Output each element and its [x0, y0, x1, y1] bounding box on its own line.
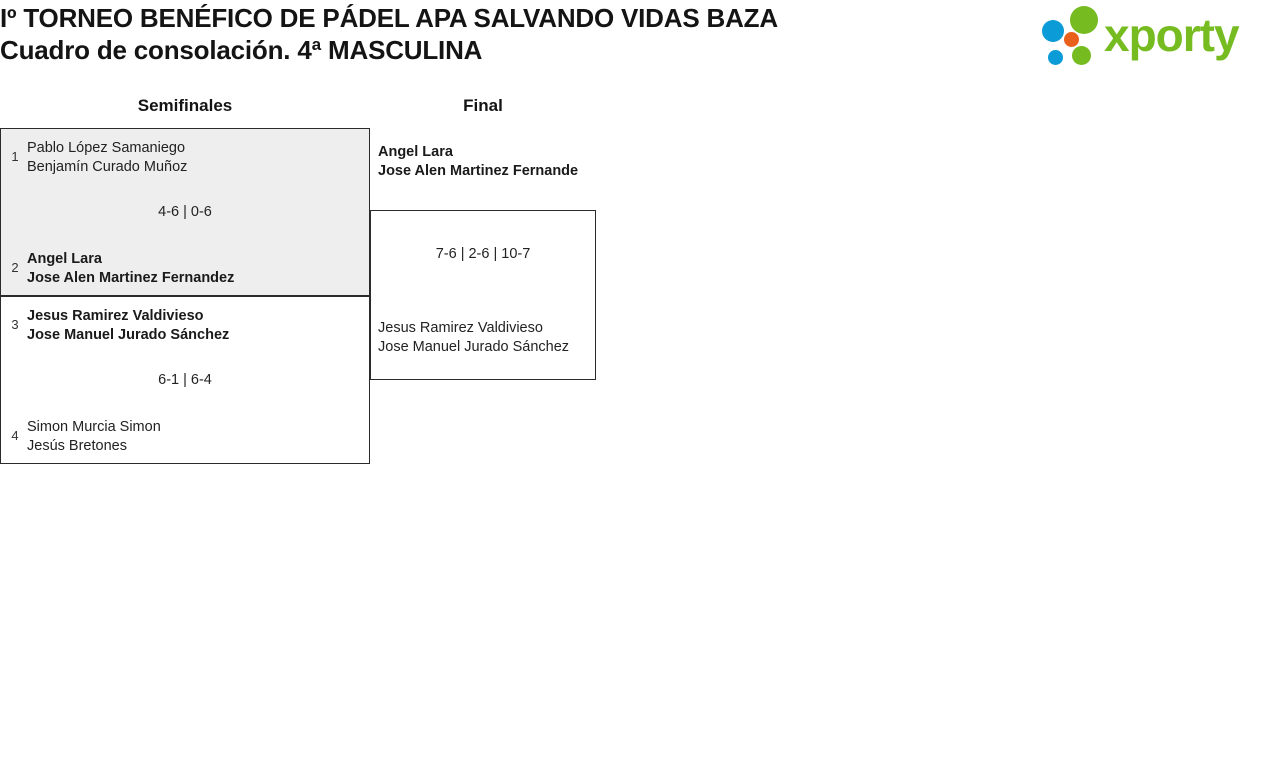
team-entry[interactable]	[27, 307, 357, 345]
team-entry[interactable]	[27, 418, 357, 456]
match-semifinal-2[interactable]	[0, 296, 370, 464]
logo-wordmark: xporty	[1104, 9, 1239, 61]
player-name: Jose Alen Martinez Fernande	[378, 163, 579, 179]
player-name: Jose Manuel Jurado Sánchez	[378, 339, 570, 355]
logo-dot-orange	[1064, 32, 1079, 47]
round-heading-final: Final	[463, 96, 503, 115]
match-semifinal-1[interactable]	[0, 128, 370, 296]
player-name: Jesús Bretones	[27, 438, 127, 454]
team-entry[interactable]	[27, 250, 357, 288]
player-name: Jose Manuel Jurado Sánchez	[27, 327, 230, 343]
seed-number: 3	[11, 317, 19, 332]
tournament-title-line-1: Iº TORNEO BENÉFICO DE PÁDEL APA SALVANDO VIDAS BAZA	[0, 3, 778, 33]
logo-dot-blue-large	[1042, 20, 1064, 42]
team-entry[interactable]	[378, 143, 603, 181]
logo-dot-blue-small	[1048, 50, 1063, 65]
team-entry[interactable]	[378, 319, 603, 357]
player-name: Jose Alen Martinez Fernandez	[27, 270, 235, 286]
seed-number: 1	[11, 149, 19, 164]
logo-dots-icon	[1042, 6, 1104, 68]
team-entry[interactable]	[27, 139, 357, 177]
player-name: Benjamín Curado Muñoz	[27, 159, 188, 175]
round-heading-semifinals: Semifinales	[137, 96, 233, 115]
page-title	[0, 2, 1000, 66]
logo-dot-green-large	[1070, 6, 1098, 34]
seed-number: 4	[11, 428, 19, 443]
match-score: 4-6 | 0-6	[158, 204, 212, 220]
logo-dot-green-small	[1072, 46, 1091, 65]
player-name: Jesus Ramirez Valdivieso	[27, 308, 204, 324]
match-score: 7-6 | 2-6 | 10-7	[435, 246, 531, 262]
player-name: Angel Lara	[378, 144, 453, 160]
match-score: 6-1 | 6-4	[158, 372, 212, 388]
xporty-logo[interactable]	[1042, 2, 1272, 70]
seed-number: 2	[11, 260, 19, 275]
player-name: Simon Murcia Simon	[27, 419, 161, 435]
page-header	[0, 0, 1280, 78]
match-final[interactable]	[370, 144, 596, 380]
player-name: Angel Lara	[27, 251, 102, 267]
player-name: Pablo López Samaniego	[27, 140, 186, 156]
tournament-title-line-2: Cuadro de consolación. 4ª MASCULINA	[0, 35, 483, 65]
player-name: Jesus Ramirez Valdivieso	[378, 320, 543, 336]
